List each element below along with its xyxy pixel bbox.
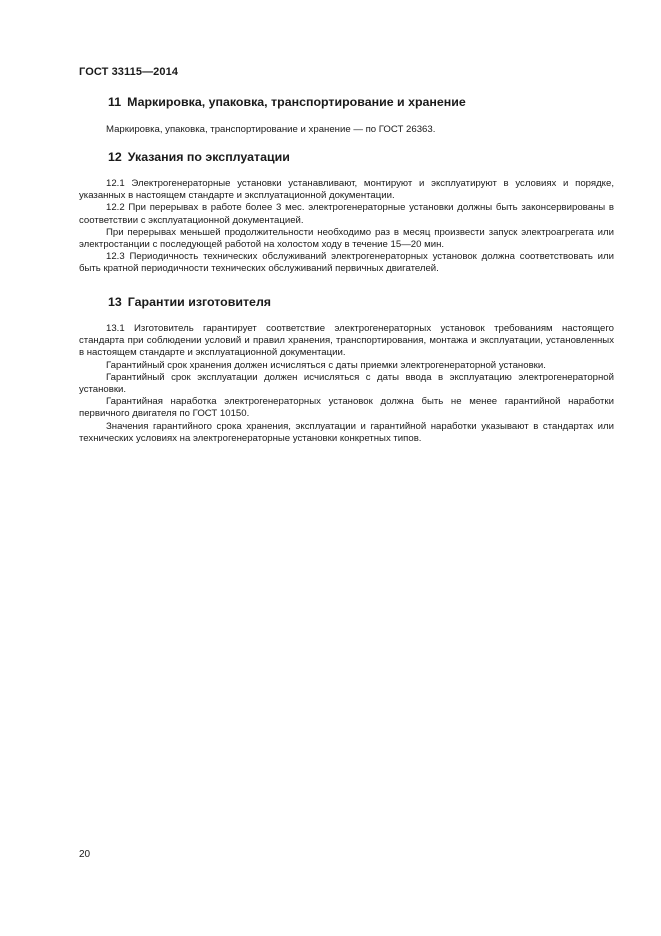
document-header: ГОСТ 33115—2014 (79, 66, 179, 78)
section-13-body (79, 323, 614, 445)
section-number: 12 (108, 150, 122, 164)
section-title: Маркировка, упаковка, транспортирование и хранение (127, 95, 466, 109)
section-title: Указания по эксплуатации (127, 150, 290, 164)
paragraph: 12.2 При перерывах в работе более 3 мес. электрогенераторные установки должны быть законсервированы в соответствии с эксплуатационной документацией. (79, 202, 614, 226)
paragraph: Гарантийный срок хранения должен исчисляться с даты приемки электрогенераторной установки. (106, 359, 546, 371)
section-11-body (79, 124, 614, 136)
section-title: Гарантии изготовителя (127, 295, 272, 309)
paragraph: Гарантийный срок эксплуатации должен исчисляться с даты ввода в эксплуатацию электрогенераторной установки. (79, 371, 614, 396)
section-13-heading (108, 295, 271, 309)
section-11-heading (108, 95, 466, 109)
paragraph: 13.1 Изготовитель гарантирует соответствие электрогенераторных установок требованиям настоящего стандарта при соблюдении условий и правил хранения, транспортирования, монтажа и эксплуатации, установленных в настоящем стандарте и эксплуатационной документации. (79, 323, 614, 359)
paragraph: Маркировка, упаковка, транспортирование и хранение — по ГОСТ 26363. (106, 124, 436, 135)
paragraph: Значения гарантийного срока хранения, эксплуатации и гарантийной наработки указывают в стандартах или технических условиях на электрогенераторные установки конкретных типов. (79, 420, 614, 444)
paragraph: При перерывах меньшей продолжительности необходимо раз в месяц произвести запуск электроагрегата или электростанции с последующей работой на холостом ходу в течение 15—20 мин. (79, 226, 614, 251)
paragraph: 12.1 Электрогенераторные установки устанавливают, монтируют и эксплуатируют в условиях и порядке, указанных в настоящем стандарте и эксплуатационной документации. (79, 178, 614, 202)
paragraph: Гарантийная наработка электрогенераторных установок должна быть не менее гарантийной наработки первичного двигателя по ГОСТ 10150. (79, 396, 614, 420)
section-12-heading (108, 150, 290, 164)
section-number: 11 (108, 95, 122, 109)
page-number: 20 (79, 849, 91, 860)
section-12-body (79, 178, 614, 276)
paragraph: 12.3 Периодичность технических обслуживаний электрогенераторных установок должна соответствовать или быть кратной периодичности технических обслуживаний первичных двигателей. (79, 251, 614, 275)
section-number: 13 (108, 295, 122, 309)
